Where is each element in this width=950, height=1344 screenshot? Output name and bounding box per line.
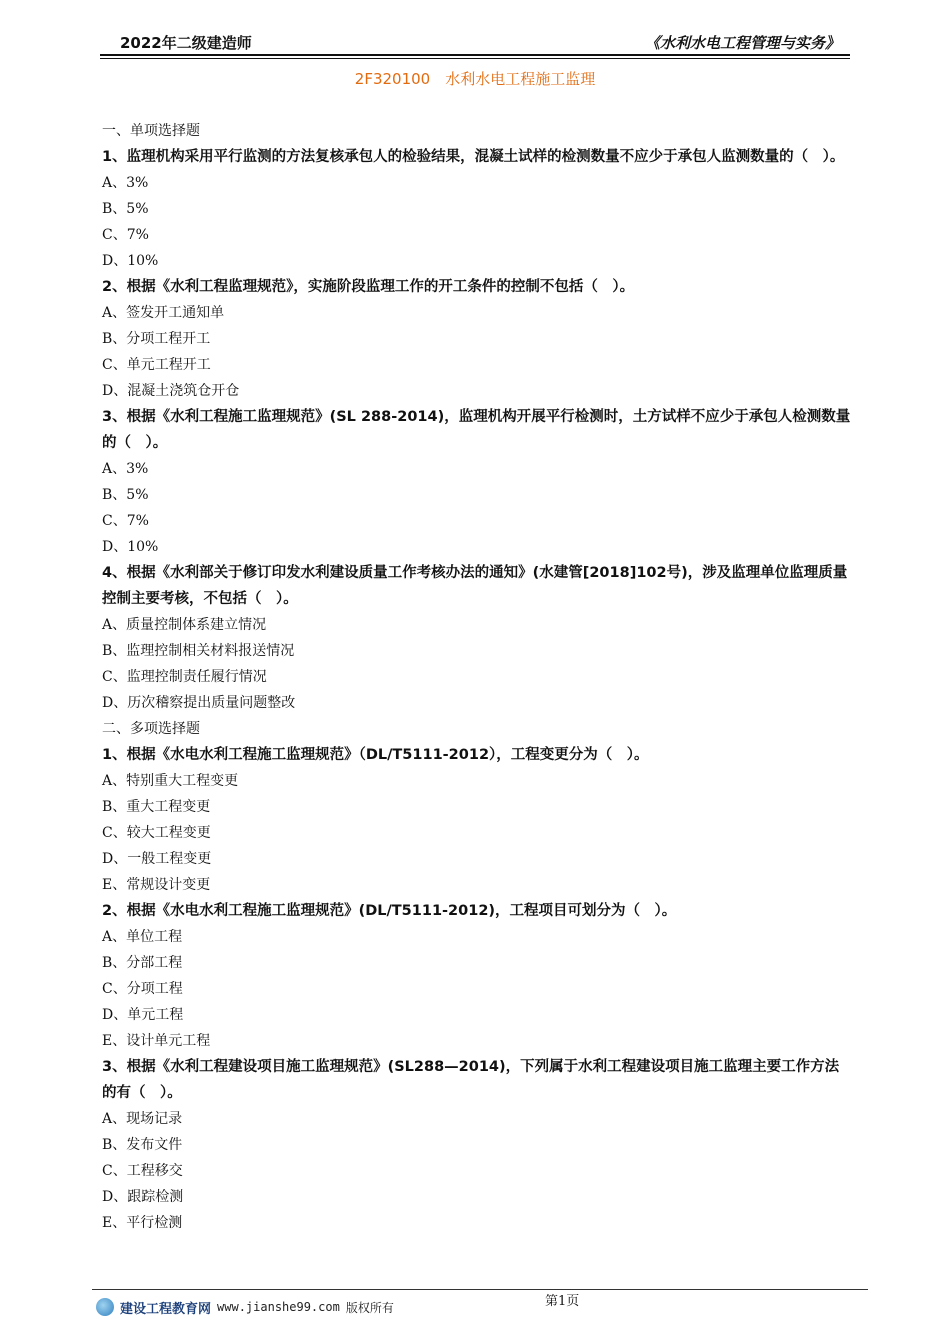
option: D、10% (102, 253, 159, 269)
option: A、质量控制体系建立情况 (102, 617, 267, 633)
option: C、单元工程开工 (102, 357, 211, 373)
option: A、3% (102, 461, 149, 477)
footer (96, 1296, 394, 1318)
option: A、现场记录 (102, 1111, 183, 1127)
footer-brand: 建设工程教育网 (120, 1301, 212, 1317)
option: E、设计单元工程 (102, 1033, 211, 1049)
option: A、特别重大工程变更 (102, 773, 239, 789)
question-content (102, 118, 852, 1236)
option: A、3% (102, 175, 149, 191)
header-divider-thin (100, 58, 850, 59)
option: B、5% (102, 201, 149, 217)
question-text: 1、根据《水电水利工程施工监理规范》（DL/T5111-2012），工程变更分为（ ）。 (102, 747, 649, 763)
option: D、历次稽察提出质量问题整改 (102, 695, 296, 711)
option: C、较大工程变更 (102, 825, 211, 841)
option: B、发布文件 (102, 1137, 183, 1153)
page-header (100, 32, 850, 54)
question-text: 4、根据《水利部关于修订印发水利建设质量工作考核办法的通知》(水建管[2018]102号)，涉及监理单位监理质量控制主要考核，不包括（ ）。 (102, 565, 848, 607)
option: B、分部工程 (102, 955, 183, 971)
option: C、工程移交 (102, 1163, 183, 1179)
question-text: 2、根据《水利工程监理规范》，实施阶段监理工作的开工条件的控制不包括（ ）。 (102, 279, 635, 295)
option: B、5% (102, 487, 149, 503)
option: B、重大工程变更 (102, 799, 211, 815)
page-number: 第1页 (545, 1294, 580, 1309)
footer-url[interactable]: www.jianshe99.com (217, 1300, 340, 1314)
option: D、单元工程 (102, 1007, 184, 1023)
header-book-title: 《水利水电工程管理与实务》 (644, 34, 840, 52)
option: E、平行检测 (102, 1215, 183, 1231)
part1-heading: 一、单项选择题 (102, 123, 200, 139)
option: C、7% (102, 227, 149, 243)
option: D、一般工程变更 (102, 851, 212, 867)
option: E、常规设计变更 (102, 877, 211, 893)
question-text: 3、根据《水利工程施工监理规范》(SL 288-2014)，监理机构开展平行检测时，土方试样不应少于承包人检测数量的（ ）。 (102, 409, 851, 451)
question-text: 2、根据《水电水利工程施工监理规范》(DL/T5111-2012)，工程项目可划分为（ ）。 (102, 903, 677, 919)
option: D、混凝土浇筑仓开仓 (102, 383, 240, 399)
header-divider (100, 54, 850, 56)
header-exam-title: 2022年二级建造师 (120, 34, 252, 52)
footer-rights: 版权所有 (345, 1300, 394, 1315)
footer-divider (92, 1289, 868, 1290)
question-text: 3、根据《水利工程建设项目施工监理规范》(SL288—2014)，下列属于水利工程建设项目施工监理主要工作方法的有（ ）。 (102, 1059, 840, 1101)
option: C、监理控制责任履行情况 (102, 669, 267, 685)
option: C、分项工程 (102, 981, 183, 997)
option: D、10% (102, 539, 159, 555)
option: D、跟踪检测 (102, 1189, 184, 1205)
option: B、监理控制相关材料报送情况 (102, 643, 295, 659)
option: C、7% (102, 513, 149, 529)
option: B、分项工程开工 (102, 331, 211, 347)
part2-heading: 二、多项选择题 (102, 721, 200, 737)
question-text: 1、监理机构采用平行监测的方法复核承包人的检验结果，混凝土试样的检测数量不应少于承包人监测数量的（ ）。 (102, 149, 845, 165)
section-title: 2F320100 水利水电工程施工监理 (354, 70, 596, 88)
option: A、单位工程 (102, 929, 183, 945)
option: A、签发开工通知单 (102, 305, 225, 321)
site-logo-icon (96, 1298, 114, 1316)
